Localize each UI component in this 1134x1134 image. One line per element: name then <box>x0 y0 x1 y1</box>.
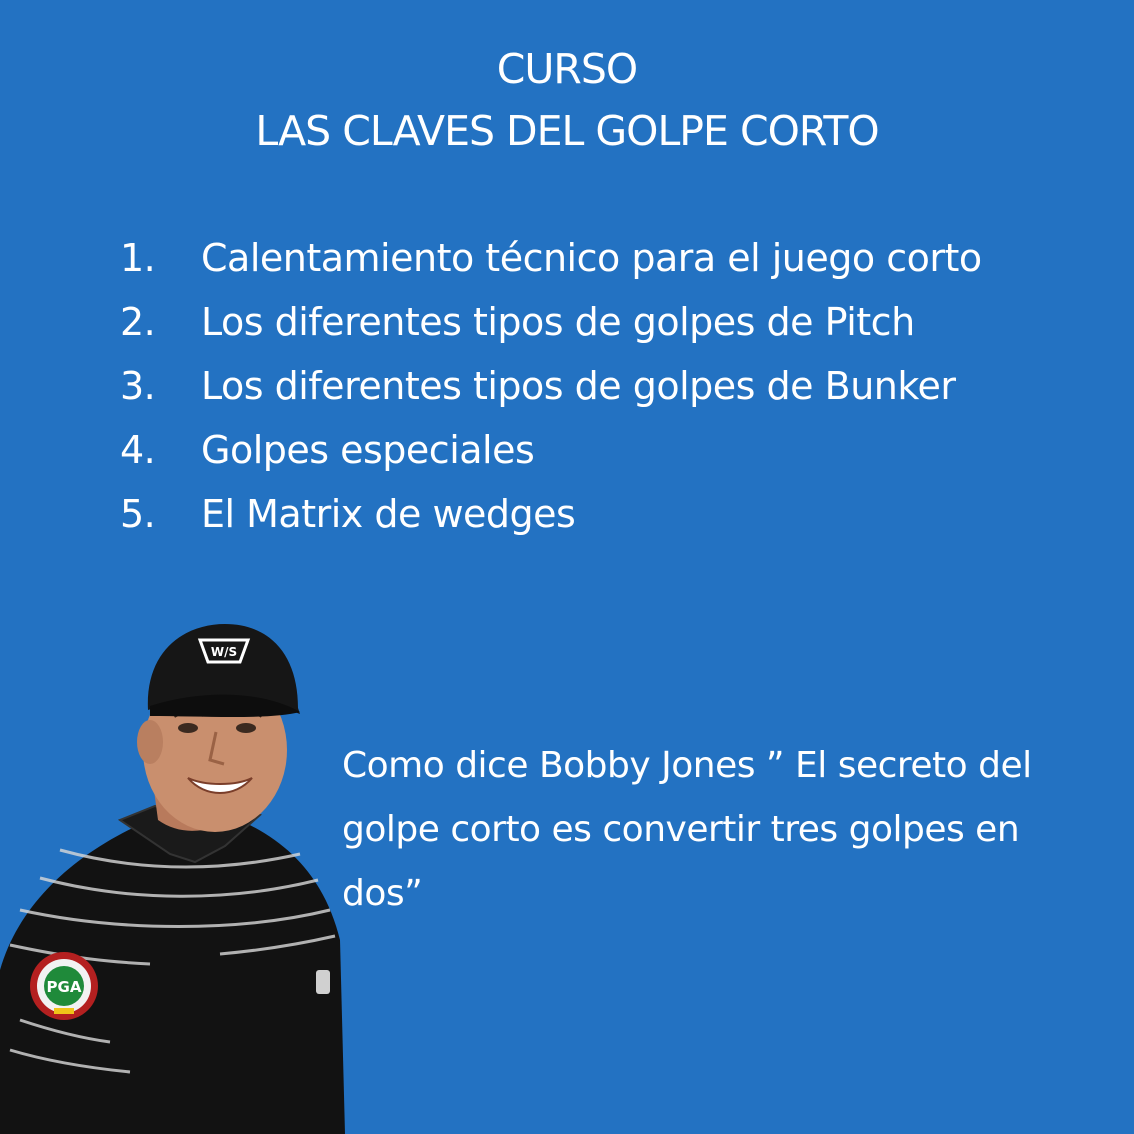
item-number: 5. <box>120 492 156 536</box>
item-number: 4. <box>120 428 156 472</box>
item-number: 3. <box>120 364 156 408</box>
item-label: Los diferentes tipos de golpes de Bunker <box>201 364 956 408</box>
quote-line-1: Como dice Bobby Jones ” El secreto del <box>342 745 1032 786</box>
list-item <box>120 290 982 354</box>
ear <box>137 720 163 764</box>
item-number: 1. <box>120 236 156 280</box>
bobby-jones-quote <box>342 734 1102 926</box>
cap-logo-text: W/S <box>210 645 238 659</box>
chest-emblem <box>316 970 330 994</box>
eye-left <box>178 723 198 733</box>
title-line-2: LAS CLAVES DEL GOLPE CORTO <box>255 107 879 155</box>
pga-badge-text: PGA <box>46 978 82 996</box>
course-topic-list <box>120 226 982 546</box>
list-item <box>120 482 982 546</box>
instructor-photo <box>0 610 360 1134</box>
item-label: Los diferentes tipos de golpes de Pitch <box>201 300 915 344</box>
quote-line-2: golpe corto es convertir tres golpes en <box>342 809 1020 850</box>
course-title <box>0 38 1134 162</box>
eye-right <box>236 723 256 733</box>
title-line-1: CURSO <box>496 45 638 93</box>
quote-line-3: dos” <box>342 873 423 914</box>
item-label: Calentamiento técnico para el juego corto <box>201 236 982 280</box>
list-item <box>120 226 982 290</box>
list-item <box>120 354 982 418</box>
pga-badge <box>30 952 98 1020</box>
item-label: El Matrix de wedges <box>201 492 576 536</box>
list-item <box>120 418 982 482</box>
item-label: Golpes especiales <box>201 428 535 472</box>
item-number: 2. <box>120 300 156 344</box>
